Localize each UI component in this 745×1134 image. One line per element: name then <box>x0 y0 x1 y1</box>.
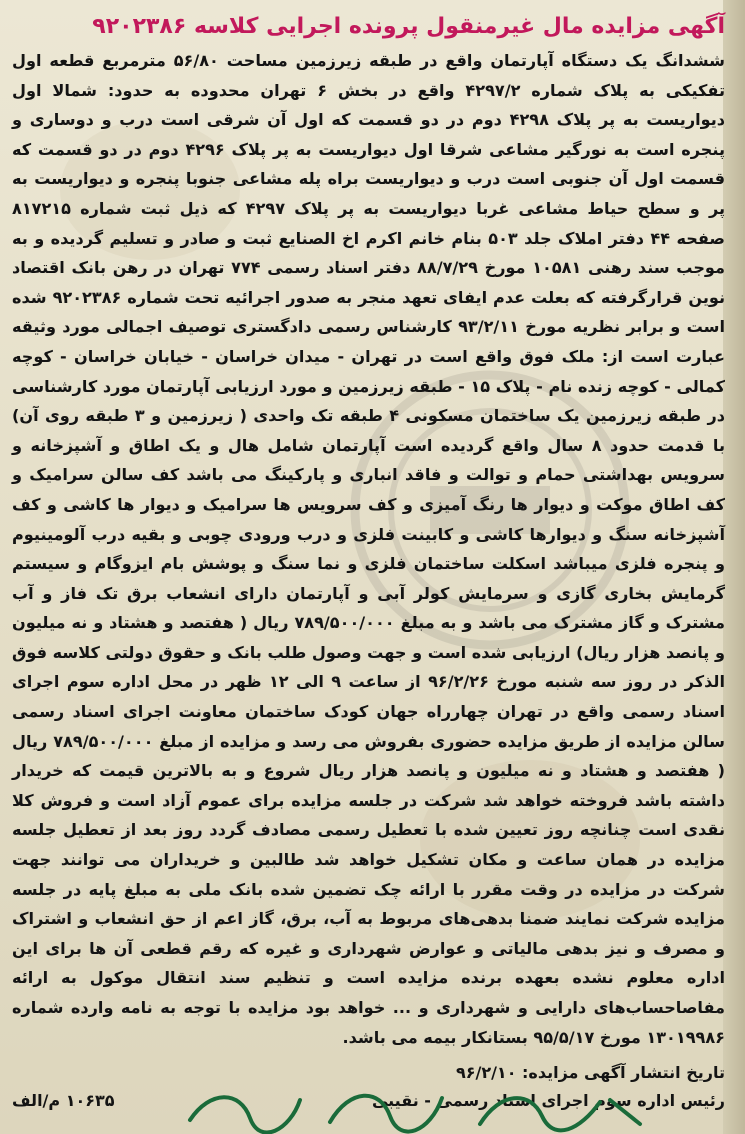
handwritten-mark-icon <box>180 1080 650 1134</box>
publish-date: تاریخ انتشار آگهی مزایده: ۹۶/۲/۱۰ <box>455 1063 725 1083</box>
signature-line: رئیس اداره سوم اجرای اسناد رسمی - نقیبی <box>371 1091 725 1111</box>
reference-code: ۱۰۶۳۵ م/الف <box>12 1091 115 1111</box>
notice-title: آگهی مزایده مال غیرمنقول پرونده اجرایی کلاسه ۹۲۰۲۳۸۶ <box>92 14 725 39</box>
auction-notice <box>4 6 733 1128</box>
notice-body: ششدانگ یک دستگاه آپارتمان واقع در طبقه زیرزمین مساحت ۵۶/۸۰ مترمربع قطعه اول تفکیکی به پلاک شماره ۴۲۹۷/۲ واقع در بخش ۶ تهران محدوده به حدود: شمالا اول دیواریست به پر پلاک ۴۲۹۸ دوم در دو قسمت که اول آن شرقی است درب و دوساری و پنجره است به نورگیر مشاعی شرقا اول دیواریست به پر پلاک ۴۲۹۶ دوم در دو قسمت که قسمت اول آن جنوبی است درب و دیواریست براه پله مشاعی جنوبا پنجره و دیواریست به پر و سطح حیاط مشاعی غربا دیواریست به پر پلاک ۴۲۹۷ که ذیل ثبت شماره ۸۱۷۲۱۵ صفحه ۴۴ دفتر املاک جلد ۵۰۳ بنام خانم اکرم اخ الصنایع ثبت و صادر و تسلیم گردیده و به موجب سند رهنی ۱۰۵۸۱ مورخ ۸۸/۷/۲۹ دفتر اسناد رسمی ۷۷۴ تهران در رهن بانک اقتصاد نوین قرارگرفته که بعلت عدم ایفای تعهد منجر به صدور اجرائیه تحت شماره ۹۲۰۲۳۸۶ شده است و برابر نظریه مورخ ۹۳/۲/۱۱ کارشناس رسمی دادگستری توصیف اجمالی مورد وثیقه عبارت است از: ملک فوق واقع است در تهران - میدان خراسان - خیابان خراسان - کوچه کمالی - کوچه زنده نام - پلاک ۱۵ - طبقه زیرزمین و مورد ارزیابی آپارتمان مورد کارشناسی در طبقه زیرزمین یک ساختمان مسکونی ۴ طبقه تک واحدی ( زیرزمین و ۳ طبقه روی آن) با قدمت حدود ۸ سال واقع گردیده است آپارتمان شامل هال و یک اطاق و آشپزخانه و سرویس بهداشتی حمام و توالت و فاقد انباری و پارکینگ می باشد کف سالن سرامیک و کف اطاق موکت و دیوار ها رنگ آمیزی و کف سرویس ها سرامیک و دیوار ها کاشی و کف آشپزخانه سنگ و دیوارها کاشی و کابینت فلزی و درب ورودی چوبی و بقیه درب آلومینیوم و پنجره فلزی میباشد اسکلت ساختمان فلزی و نما سنگ و پوشش بام ایزوگام و سیستم گرمایش بخاری گازی و سرمایش کولر آبی و آپارتمان دارای انشعاب برق تک فاز و آب مشترک و گاز مشترک می باشد و به مبلغ ۷۸۹/۵۰۰/۰۰۰ ریال ( هفتصد و هشتاد و نه میلیون و پانصد هزار ریال) ارزیابی شده است و جهت وصول طلب بانک و حقوق دولتی کلاسه فوق الذکر در روز سه شنبه مورخ ۹۶/۲/۲۶ از ساعت ۹ الی ۱۲ ظهر در محل اداره سوم اجرای اسناد رسمی واقع در تهران چهارراه جهان کودک ساختمان معاونت اجرای اسناد رسمی سالن مزایده از طریق مزایده حضوری بفروش می رسد و مزایده از مبلغ ۷۸۹/۵۰۰/۰۰۰ ریال ( هفتصد و هشتاد و نه میلیون و پانصد هزار ریال شروع و به بالاترین قیمت که خریدار داشته باشد فروخته خواهد شد شرکت در جلسه مزایده برای عموم آزاد است و فروش کلا نقدی است چنانچه روز تعیین شده با تعطیل رسمی مصادف گردد روز بعد از تعطیل جلسه مزایده در همان ساعت و مکان تشکیل خواهد شد طالبین و خریداران می توانند جهت شرکت در مزایده در وقت مقرر با ارائه چک تضمین شده بانک ملی به مبلغ پایه در جلسه مزایده شرکت نمایند ضمنا بدهی‌های مربوط به آب، برق، گاز اعم از حق انشعاب و اشتراک و مصرف و نیز بدهی مالیاتی و عوارض شهرداری و غیره که رقم قطعی آن ها برای این اداره معلوم نشده بعهده برنده مزایده است و تنظیم سند انتقال موکول به ارائه مفاصاحساب‌های دارایی و شهرداری و ... خواهد بود مزایده با توجه به نامه وارده شماره ۱۳۰۱۹۹۸۶ مورخ ۹۵/۵/۱۷ بستانکار بیمه می باشد. <box>12 51 726 1047</box>
